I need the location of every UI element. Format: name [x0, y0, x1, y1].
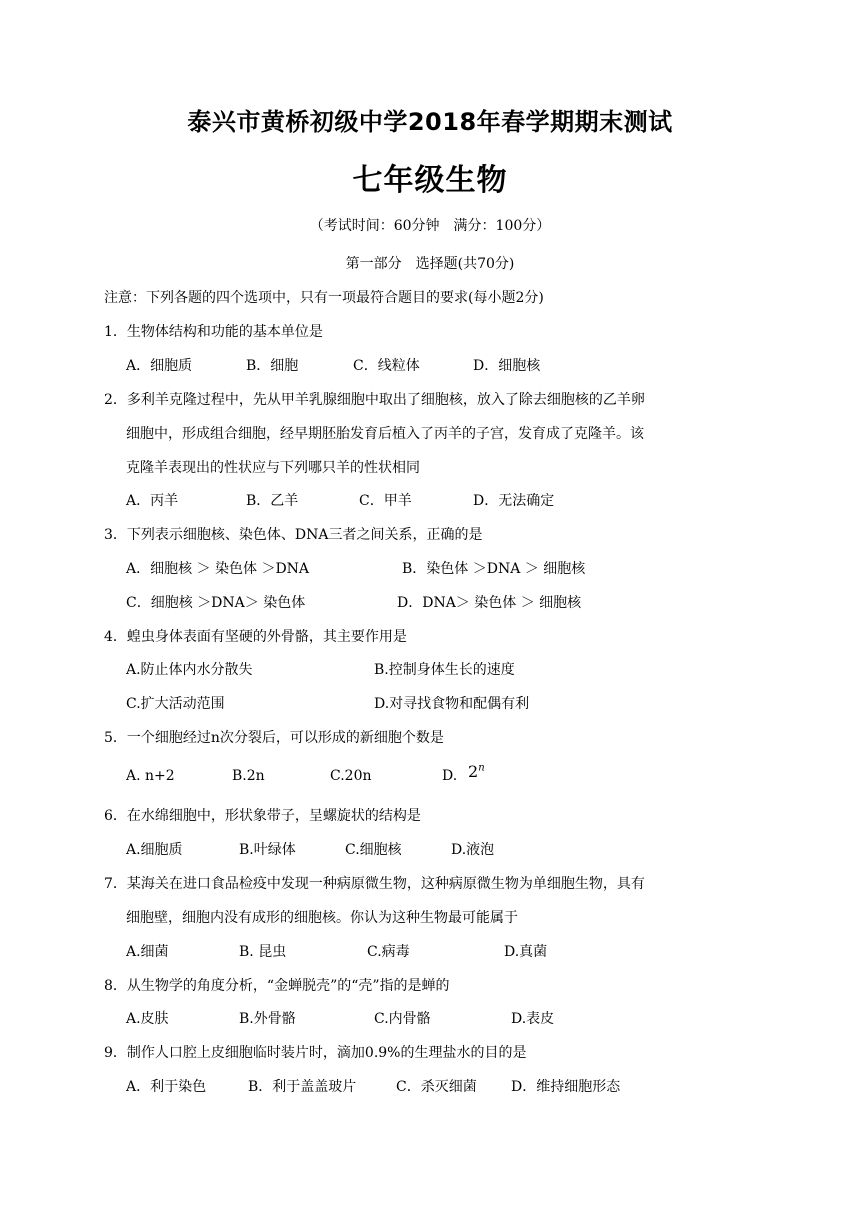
option-a: A.防止体内水分散失	[126, 662, 253, 678]
option-d: D．维持细胞形态	[511, 1079, 621, 1095]
question-9-options	[0, 1076, 860, 1096]
question-8-text: 8．从生物学的角度分析，“金蝉脱壳”的“壳”指的是蝉的	[104, 978, 450, 994]
question-6-text: 6．在水绵细胞中，形状象带子，呈螺旋状的结构是	[104, 808, 421, 824]
option-a: A．利于染色	[126, 1079, 207, 1095]
option-c: C.细胞核	[345, 842, 402, 858]
option-d: D．DNA＞ 染色体 ＞ 细胞核	[397, 595, 582, 611]
question-3-options-row2	[0, 592, 860, 612]
question-4-options-row1	[0, 659, 860, 679]
option-d: D.表皮	[511, 1011, 555, 1027]
question-7-text: 7．某海关在进口食品检疫中发现一种病原微生物，这种病原微生物为单细胞生物，具有	[104, 876, 645, 892]
question-4-text: 4．蝗虫身体表面有坚硬的外骨骼，其主要作用是	[104, 629, 407, 645]
exam-meta: （考试时间：60分钟 满分：100分）	[309, 218, 551, 234]
option-b: B.叶绿体	[239, 842, 296, 858]
option-d: D.液泡	[451, 842, 495, 858]
option-a: A. n+2	[126, 768, 175, 784]
option-a: A.皮肤	[126, 1011, 169, 1027]
question-5-options	[0, 762, 860, 788]
question-2-text: 2．多利羊克隆过程中，先从甲羊乳腺细胞中取出了细胞核，放入了除去细胞核的乙羊卵	[104, 392, 645, 408]
option-b: B．细胞	[246, 358, 299, 374]
question-4-options-row2	[0, 693, 860, 713]
question-7-options	[0, 941, 860, 961]
question-2-text-cont: 克隆羊表现出的性状应与下列哪只羊的性状相同	[126, 460, 420, 476]
question-3-text: 3．下列表示细胞核、染色体、DNA三者之间关系，正确的是	[104, 527, 483, 543]
option-b: B.2n	[232, 768, 265, 784]
question-1-options	[0, 355, 860, 375]
question-6-options	[0, 839, 860, 859]
option-c: C.病毒	[367, 944, 410, 960]
exam-subject: 七年级生物	[352, 163, 508, 198]
formula-exponent: n	[478, 762, 485, 774]
question-5-text: 5．一个细胞经过n次分裂后，可以形成的新细胞个数是	[104, 730, 444, 746]
exam-title: 泰兴市黄桥初级中学2018年春学期期末测试	[187, 108, 673, 136]
option-b: B. 昆虫	[239, 944, 287, 960]
option-d: D．细胞核	[473, 358, 541, 374]
option-c: C．甲羊	[359, 493, 412, 509]
option-c: C.扩大活动范围	[126, 696, 225, 712]
option-c: C．细胞核 ＞DNA＞ 染色体	[126, 595, 306, 611]
option-c: C.内骨骼	[374, 1011, 431, 1027]
option-a: A．细胞质	[126, 358, 193, 374]
option-c: C．线粒体	[353, 358, 420, 374]
option-b: B.外骨骼	[239, 1011, 296, 1027]
option-c: C．杀灭细菌	[396, 1079, 477, 1095]
question-2-options	[0, 490, 860, 510]
option-b: B．乙羊	[246, 493, 299, 509]
notice-text: 注意：下列各题的四个选项中，只有一项最符合题目的要求(每小题2分)	[104, 290, 544, 306]
option-d: D.真菌	[504, 944, 548, 960]
option-b: B.控制身体生长的速度	[374, 662, 515, 678]
question-2-text-cont: 细胞中，形成组合细胞，经早期胚胎发育后植入了丙羊的子宫，发育成了克隆羊。该	[126, 426, 644, 442]
question-3-options-row1	[0, 558, 860, 578]
option-b: B．利于盖盖玻片	[248, 1079, 357, 1095]
option-a: A.细菌	[126, 944, 169, 960]
formula-base: 2	[468, 762, 479, 781]
question-9-text: 9．制作人口腔上皮细胞临时装片时，滴加0.9%的生理盐水的目的是	[104, 1045, 527, 1061]
option-a: A．丙羊	[126, 493, 179, 509]
option-c: C.20n	[330, 768, 372, 784]
option-d: D.对寻找食物和配偶有利	[374, 696, 530, 712]
option-b: B．染色体 ＞DNA ＞ 细胞核	[402, 561, 586, 577]
option-d-formula	[468, 762, 485, 781]
question-7-text-cont: 细胞壁，细胞内没有成形的细胞核。你认为这种生物最可能属于	[126, 910, 518, 926]
question-8-options	[0, 1008, 860, 1028]
option-d: D．无法确定	[473, 493, 555, 509]
option-d: D.	[442, 768, 458, 784]
option-a: A．细胞核 ＞ 染色体 ＞DNA	[126, 561, 310, 577]
section-heading: 第一部分 选择题(共70分)	[345, 256, 515, 272]
option-a: A.细胞质	[126, 842, 183, 858]
question-1-text: 1．生物体结构和功能的基本单位是	[104, 324, 323, 340]
